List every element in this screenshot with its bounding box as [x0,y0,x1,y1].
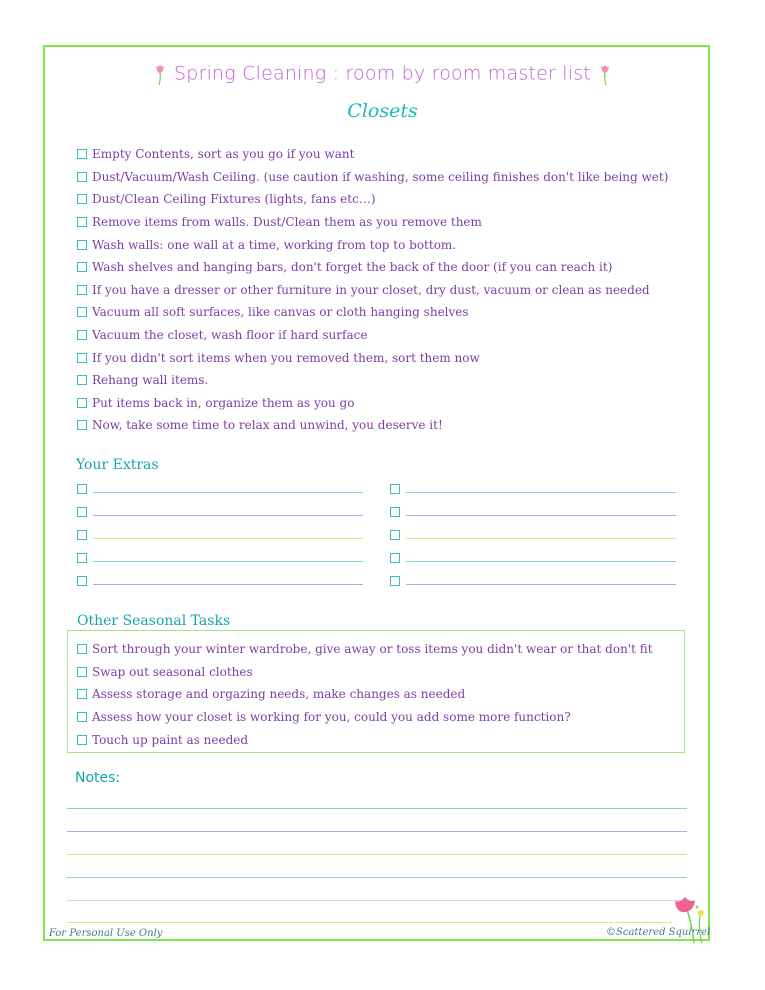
checklist-item [77,143,687,166]
checklist-item [77,166,687,189]
notes-line[interactable] [67,808,687,809]
write-in-line[interactable] [93,538,363,539]
personal-use-note: For Personal Use Only [49,928,163,939]
checkbox[interactable] [77,307,87,317]
write-in-line[interactable] [93,584,363,585]
title-text: Spring Cleaning : room by room master list [174,62,591,85]
seasonal-heading: Other Seasonal Tasks [77,613,231,629]
flower-icon [672,893,712,945]
checkbox[interactable] [77,420,87,430]
notes-line[interactable] [67,900,687,901]
seasonal-item-label: Swap out seasonal clothes [92,664,253,679]
seasonal-item [77,683,684,706]
checklist-item-label: Remove items from walls. Dust/Clean them as you remove them [92,215,482,230]
extra-row [390,484,676,494]
checklist-item [77,301,687,324]
extra-row [77,576,363,586]
extra-row [390,530,676,540]
write-in-line[interactable] [406,584,676,585]
notes-line[interactable] [67,831,687,832]
checklist-item [77,233,687,256]
extra-row [390,553,676,563]
checkbox[interactable] [77,262,87,272]
checkbox[interactable] [77,353,87,363]
extra-row [77,484,363,494]
checkbox[interactable] [77,712,87,722]
checklist-item-label: Dust/Clean Ceiling Fixtures (lights, fans etc…) [92,192,376,207]
checklist-item [77,369,687,392]
seasonal-item-label: Assess storage and orgazing needs, make changes as needed [92,687,466,702]
checklist-item [77,279,687,302]
tulip-icon [597,62,613,86]
extras-grid [77,480,677,590]
extra-row [77,553,363,563]
checklist-item-label: Vacuum all soft surfaces, like canvas or cloth hanging shelves [92,305,469,320]
write-in-line[interactable] [93,492,363,493]
checkbox[interactable] [77,149,87,159]
checkbox[interactable] [77,667,87,677]
checkbox[interactable] [77,735,87,745]
checkbox[interactable] [77,689,87,699]
checklist-item-label: Put items back in, organize them as you go [92,395,355,410]
checklist-item-label: Vacuum the closet, wash floor if hard surface [92,328,368,343]
notes-line[interactable] [67,854,687,855]
extra-row [77,507,363,517]
checkbox[interactable] [77,194,87,204]
checklist-item-label: Dust/Vacuum/Wash Ceiling. (use caution if washing, some ceiling finishes don't like being wet) [92,169,669,184]
checklist-item [77,256,687,279]
write-in-line[interactable] [93,515,363,516]
seasonal-item-label: Touch up paint as needed [92,732,249,747]
extras-heading: Your Extras [76,457,159,473]
checklist-item [77,346,687,369]
extra-row [390,507,676,517]
checkbox[interactable] [77,398,87,408]
checklist-item-label: Wash walls: one wall at a time, working from top to bottom. [92,237,457,252]
checklist-item [77,188,687,211]
checkbox[interactable] [77,240,87,250]
extra-row [390,576,676,586]
notes-heading: Notes: [75,770,121,786]
checkbox[interactable] [77,330,87,340]
checkbox[interactable] [390,553,400,563]
checkbox[interactable] [390,484,400,494]
seasonal-item [77,638,684,661]
checkbox[interactable] [390,530,400,540]
checklist-item-label: Now, take some time to relax and unwind, you deserve it! [92,418,443,433]
checkbox[interactable] [77,507,87,517]
write-in-line[interactable] [406,515,676,516]
checkbox[interactable] [77,375,87,385]
closet-checklist [77,143,687,437]
notes-line[interactable] [67,922,672,923]
checklist-item [77,324,687,347]
checklist-item [77,392,687,415]
write-in-line[interactable] [406,492,676,493]
checklist-item-label: If you didn't sort items when you removed them, sort them now [92,350,480,365]
checkbox[interactable] [77,285,87,295]
seasonal-item [77,706,684,729]
copyright-note: ©Scattered Squirrel [606,927,711,938]
notes-line[interactable] [67,877,687,878]
tulip-icon [152,62,168,86]
seasonal-item [77,728,684,751]
checklist-item [77,211,687,234]
checkbox[interactable] [77,553,87,563]
seasonal-item-label: Assess how your closet is working for you, could you add some more function? [92,710,571,725]
checkbox[interactable] [77,172,87,182]
checklist-item [77,414,687,437]
page-title [0,62,765,86]
write-in-line[interactable] [93,561,363,562]
room-subtitle: Closets [347,100,418,122]
checkbox[interactable] [390,576,400,586]
checkbox[interactable] [77,217,87,227]
checklist-item-label: Wash shelves and hanging bars, don't forget the back of the door (if you can reach it) [92,260,613,275]
checkbox[interactable] [77,530,87,540]
checklist-item-label: Empty Contents, sort as you go if you want [92,147,355,162]
write-in-line[interactable] [406,561,676,562]
checklist-item-label: Rehang wall items. [92,373,209,388]
checkbox[interactable] [77,644,87,654]
extra-row [77,530,363,540]
checklist-item-label: If you have a dresser or other furniture in your closet, dry dust, vacuum or clean as needed [92,282,650,297]
write-in-line[interactable] [406,538,676,539]
checkbox[interactable] [390,507,400,517]
checkbox[interactable] [77,576,87,586]
seasonal-item-label: Sort through your winter wardrobe, give away or toss items you didn't wear or that don't fit [92,642,653,657]
seasonal-item [77,661,684,684]
seasonal-tasks-box [67,630,685,753]
checkbox[interactable] [77,484,87,494]
